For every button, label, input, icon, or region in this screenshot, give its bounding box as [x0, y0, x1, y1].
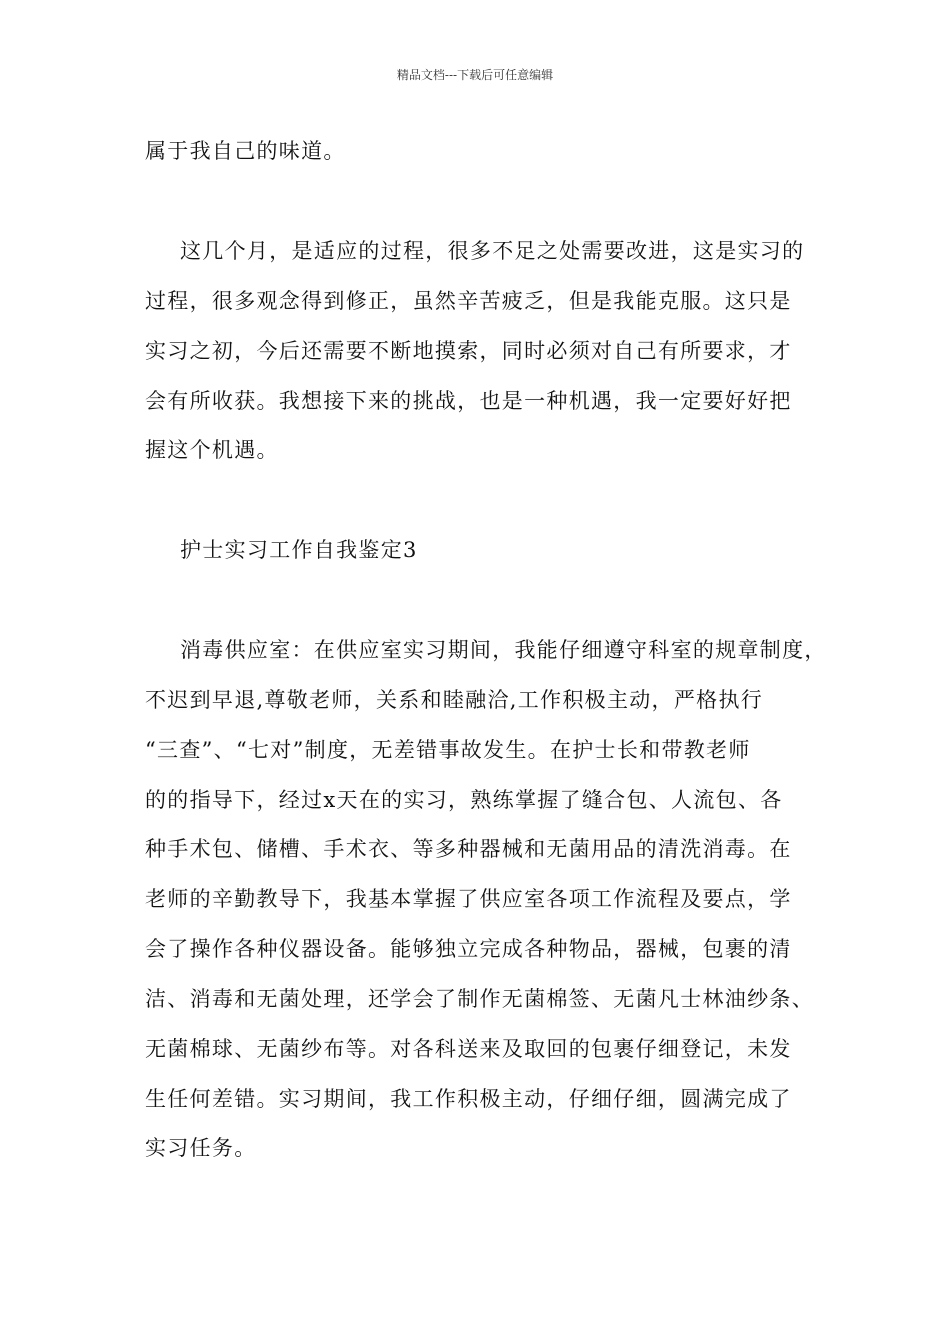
paragraph-line: “三查”、“七对”制度，无差错事故发生。在护士长和带教老师 — [145, 738, 751, 762]
paragraph-line: 会有所收获。我想接下来的挑战，也是一种机遇，我一定要好好把 — [145, 389, 792, 413]
paragraph-line: 老师的辛勤教导下，我基本掌握了供应室各项工作流程及要点，学 — [145, 887, 792, 911]
paragraph-line: 的的指导下，经过x天在的实习，熟练掌握了缝合包、人流包、各 — [145, 788, 783, 812]
page-header: 精品文档---下载后可任意编辑 — [396, 68, 554, 82]
paragraph-line: 消毒供应室：在供应室实习期间，我能仔细遵守科室的规章制度， — [180, 638, 827, 662]
paragraph-line: 实习任务。 — [145, 1136, 257, 1160]
paragraph-line: 过程，很多观念得到修正，虽然辛苦疲乏，但是我能克服。这只是 — [145, 289, 792, 313]
paragraph-line: 实习之初，今后还需要不断地摸索，同时必须对自己有所要求，才 — [145, 339, 792, 363]
paragraph-line: 无菌棉球、无菌纱布等。对各科送来及取回的包裹仔细登记，未发 — [145, 1037, 792, 1061]
paragraph-line: 属于我自己的味道。 — [145, 139, 346, 163]
paragraph-line: 这几个月，是适应的过程，很多不足之处需要改进，这是实习的 — [180, 239, 805, 263]
paragraph-line: 种手术包、储槽、手术衣、等多种器械和无菌用品的清洗消毒。在 — [145, 837, 792, 861]
paragraph-line: 不迟到早退,尊敬老师，关系和睦融洽,工作积极主动，严格执行 — [145, 688, 764, 712]
paragraph-line: 洁、消毒和无菌处理，还学会了制作无菌棉签、无菌凡士林油纱条、 — [145, 987, 814, 1011]
paragraph-line: 生任何差错。实习期间，我工作积极主动，仔细仔细，圆满完成了 — [145, 1087, 792, 1111]
paragraph-line: 握这个机遇。 — [145, 438, 279, 462]
paragraph-line: 会了操作各种仪器设备。能够独立完成各种物品，器械，包裹的清 — [145, 937, 792, 961]
section-heading: 护士实习工作自我鉴定3 — [180, 538, 418, 562]
